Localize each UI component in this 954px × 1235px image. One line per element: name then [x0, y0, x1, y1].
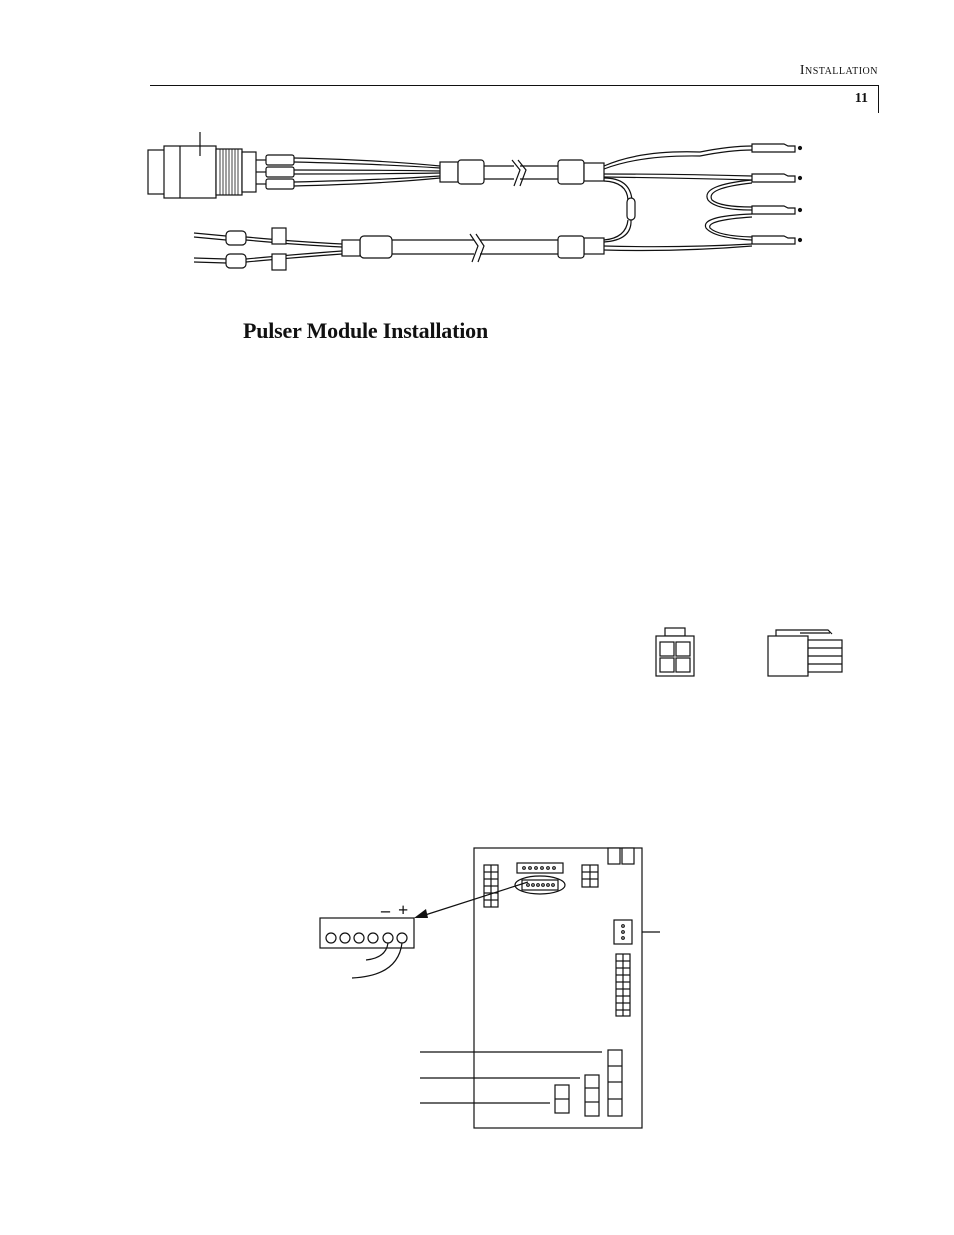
- board-tall-header: [616, 954, 630, 1016]
- page-number: 11: [854, 91, 868, 106]
- section-heading: Pulser Module Installation: [243, 318, 488, 343]
- connector-detail: [320, 918, 414, 978]
- polarity-minus-label: –: [381, 900, 390, 920]
- board-small-block: [582, 865, 598, 887]
- polarity-plus-label: +: [398, 900, 409, 920]
- board-top-header: [517, 863, 563, 873]
- board-left-header: [484, 865, 498, 907]
- running-head: Installation: [799, 63, 878, 78]
